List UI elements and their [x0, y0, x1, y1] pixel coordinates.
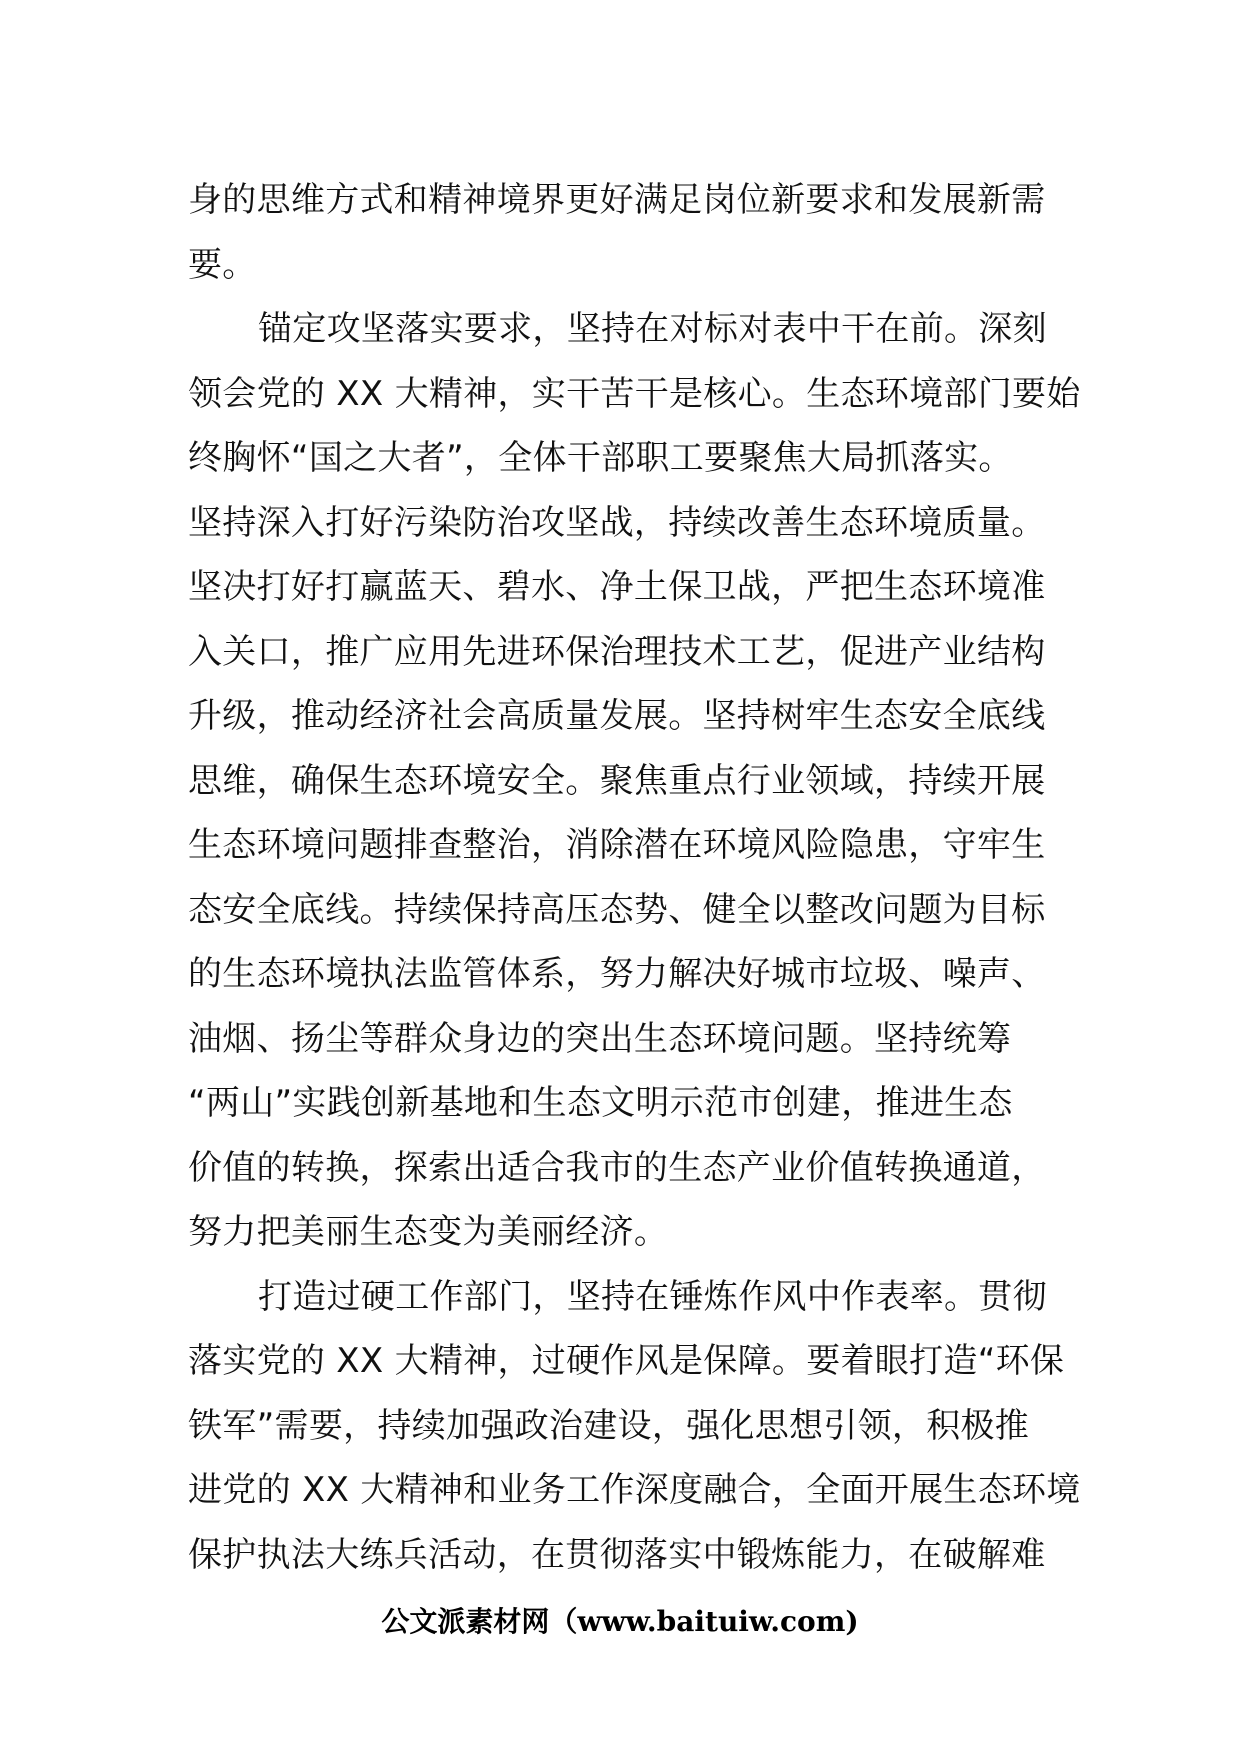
paragraph-start-line: 打造过硬工作部门，坚持在锤炼作风中作表率。贯彻 [258, 1276, 1047, 1317]
text-line: 价值的转换，探索出适合我市的生态产业价值转换通道， [188, 1147, 1046, 1188]
body-text [188, 168, 1081, 1587]
text-line: 落实党的 XX 大精神，过硬作风是保障。要着眼打造“环保 [188, 1341, 1065, 1381]
text-line: 要。 [188, 244, 257, 285]
text-line: 油烟、扬尘等群众身边的突出生态环境问题。坚持统筹 [188, 1018, 1012, 1059]
text-line: 态安全底线。持续保持高压态势、健全以整改问题为目标 [188, 889, 1046, 930]
text-line: 保护执法大练兵活动，在贯彻落实中锻炼能力，在破解难 [188, 1534, 1046, 1575]
text-line: 坚持深入打好污染防治攻坚战，持续改善生态环境质量。 [188, 502, 1046, 543]
text-line: 生态环境问题排查整治，消除潜在环境风险隐患，守牢生 [188, 825, 1046, 865]
text-line: 思维，确保生态环境安全。聚焦重点行业领域，持续开展 [188, 760, 1046, 801]
paragraph-start-line: 锚定攻坚落实要求，坚持在对标对表中干在前。深刻 [258, 309, 1047, 349]
text-line: 坚决打好打赢蓝天、碧水、净土保卫战，严把生态环境准 [188, 567, 1046, 607]
text-line: 领会党的 XX 大精神，实干苦干是核心。生态环境部门要始 [188, 373, 1081, 414]
text-line: 终胸怀“国之大者”，全体干部职工要聚焦大局抓落实。 [188, 438, 1013, 478]
text-line: 努力把美丽生态变为美丽经济。 [188, 1212, 669, 1252]
text-line: 升级，推动经济社会高质量发展。坚持树牢生态安全底线 [188, 696, 1046, 736]
text-line: “两山”实践创新基地和生态文明示范市创建，推进生态 [188, 1083, 1013, 1123]
text-line: 身的思维方式和精神境界更好满足岗位新要求和发展新需 [188, 180, 1046, 220]
text-line: 入关口，推广应用先进环保治理技术工艺，促进产业结构 [188, 631, 1046, 672]
footer-watermark: 公文派素材网（www.baituiw.com) [381, 1605, 859, 1638]
text-line: 进党的 XX 大精神和业务工作深度融合，全面开展生态环境 [188, 1470, 1081, 1510]
text-line: 的生态环境执法监管体系，努力解决好城市垃圾、噪声、 [188, 954, 1046, 994]
text-line: 铁军”需要，持续加强政治建设，强化思想引领，积极推 [188, 1405, 1030, 1446]
